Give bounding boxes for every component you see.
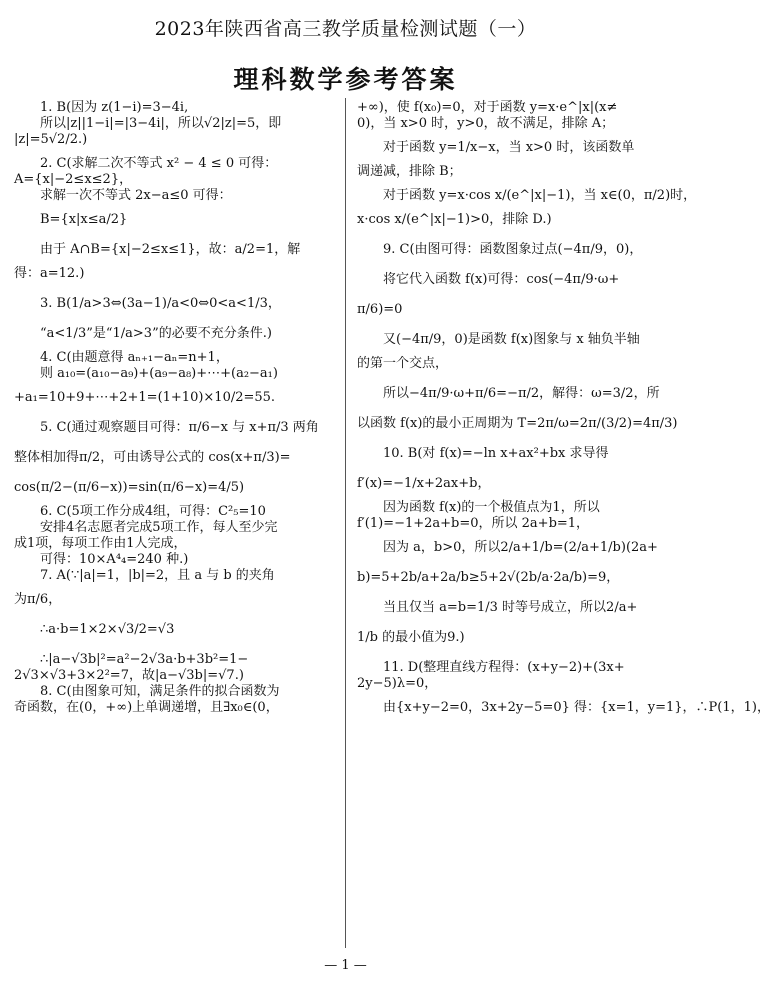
column-divider: [345, 98, 346, 948]
answer-line: +a₁=10+9+⋯+2+1=(1+10)×10/2=55.: [14, 390, 276, 405]
answer-line: 调递减，排除 B；: [357, 164, 462, 179]
answer-line: x·cos x/(e^|x|−1)>0，排除 D.): [357, 212, 552, 227]
answer-line: 又(−4π/9，0)是函数 f(x)图象与 x 轴负半轴: [383, 332, 640, 347]
answer-line: 因为 a，b>0，所以2/a+1/b=(2/a+1/b)(2a+: [383, 540, 658, 555]
answer-line: cos(π/2−(π/6−x))=sin(π/6−x)=4/5): [14, 480, 245, 495]
answer-line: 奇函数，在(0，+∞)上单调递增，且∃x₀∈(0，: [14, 700, 279, 715]
answer-line: +∞)，使 f(x₀)=0，对于函数 y=x·e^|x|(x≠: [357, 100, 618, 115]
answer-line: 10. B(对 f(x)=−ln x+ax²+bx 求导得: [383, 446, 609, 461]
answer-line: b)=5+2b/a+2a/b≥5+2√(2b/a·2a/b)=9，: [357, 570, 620, 585]
answer-line: 以函数 f(x)的最小正周期为 T=2π/ω=2π/(3/2)=4π/3): [357, 416, 678, 431]
answer-line: |z|=5√2/2.): [14, 132, 88, 147]
answer-line: 的第一个交点，: [357, 356, 449, 371]
answer-line: 1/b 的最小值为9.): [357, 630, 465, 645]
answer-line: f′(x)=−1/x+2ax+b，: [357, 476, 491, 491]
answer-line: 由{x+y−2=0，3x+2y−5=0} 得：{x=1，y=1}，∴P(1，1)，: [383, 700, 770, 715]
answer-line: 由于 A∩B={x|−2≤x≤1}，故：a/2=1，解: [40, 242, 301, 257]
answer-line: 9. C(由图可得：函数图象过点(−4π/9，0)，: [383, 242, 643, 257]
answer-line: 2y−5)λ=0，: [357, 676, 438, 691]
answer-line: 成1项，每项工作由1人完成，: [14, 536, 187, 551]
answer-line: 0)，当 x>0 时，y>0，故不满足，排除 A；: [357, 116, 615, 131]
page-number: — 1 —: [324, 958, 367, 973]
answer-line: 为π/6，: [14, 592, 62, 607]
answer-line: 则 a₁₀=(a₁₀−a₉)+(a₉−a₈)+⋯+(a₂−a₁): [40, 366, 278, 381]
answer-line: 当且仅当 a=b=1/3 时等号成立，所以2/a+: [383, 600, 638, 615]
answer-line: 4. C(由题意得 aₙ₊₁−aₙ=n+1，: [40, 350, 229, 365]
right-column: [357, 100, 770, 716]
answer-line: 5. C(通过观察题目可得：π/6−x 与 x+π/3 两角: [40, 420, 319, 435]
answer-line: 得：a=12.): [14, 266, 85, 281]
answer-line: 对于函数 y=x·cos x/(e^|x|−1)，当 x∈(0，π/2)时，: [383, 188, 697, 203]
answer-line: 3. B(1/a>3⇔(3a−1)/a<0⇔0<a<1/3，: [40, 296, 281, 311]
answer-line: 将它代入函数 f(x)可得：cos(−4π/9·ω+: [383, 272, 620, 287]
answer-line: 8. C(由图象可知，满足条件的拟合函数为: [40, 684, 280, 699]
answer-line: A={x|−2≤x≤2}，: [14, 172, 133, 187]
answer-line: 整体相加得π/2，可由诱导公式的 cos(x+π/3)=: [14, 450, 291, 465]
answer-line: 对于函数 y=1/x−x，当 x>0 时，该函数单: [383, 140, 635, 155]
answer-line: 7. A(∵|a|=1，|b|=2，且 a 与 b 的夹角: [40, 568, 275, 583]
answer-line: 求解一次不等式 2x−a≤0 可得：: [40, 188, 232, 203]
answer-line: ∴a·b=1×2×√3/2=√3: [40, 622, 175, 637]
answer-line: 2. C(求解二次不等式 x² − 4 ≤ 0 可得：: [40, 156, 278, 171]
answer-line: 因为函数 f(x)的一个极值点为1，所以: [383, 500, 600, 515]
answer-line: 可得：10×A⁴₄=240 种.): [40, 552, 189, 567]
answer-line: π/6)=0: [357, 302, 403, 317]
page-subtitle: 理科数学参考答案: [233, 65, 458, 94]
answer-line: 2√3×√3+3×2²=7，故|a−√3b|=√7.): [14, 668, 244, 683]
answer-line: 所以|z||1−i|=|3−4i|，所以√2|z|=5，即: [40, 116, 282, 131]
answer-line: 11. D(整理直线方程得：(x+y−2)+(3x+: [383, 660, 625, 675]
answer-line: ∴|a−√3b|²=a²−2√3a·b+3b²=1−: [40, 652, 249, 667]
answer-line: B={x|x≤a/2}: [40, 212, 128, 227]
left-column: [14, 100, 340, 716]
answer-line: f′(1)=−1+2a+b=0，所以 2a+b=1，: [357, 516, 590, 531]
page-title: 2023年陕西省高三教学质量检测试题（一）: [154, 18, 537, 40]
answer-line: 6. C(5项工作分成4组，可得：C²₅=10: [40, 504, 266, 519]
answer-line: 安排4名志愿者完成5项工作，每人至少完: [40, 520, 278, 535]
answer-line: 所以−4π/9·ω+π/6=−π/2，解得：ω=3/2，所: [383, 386, 660, 401]
answer-line: “a<1/3”是“1/a>3”的必要不充分条件.): [40, 326, 272, 341]
answer-line: 1. B(因为 z(1−i)=3−4i,: [40, 100, 189, 115]
